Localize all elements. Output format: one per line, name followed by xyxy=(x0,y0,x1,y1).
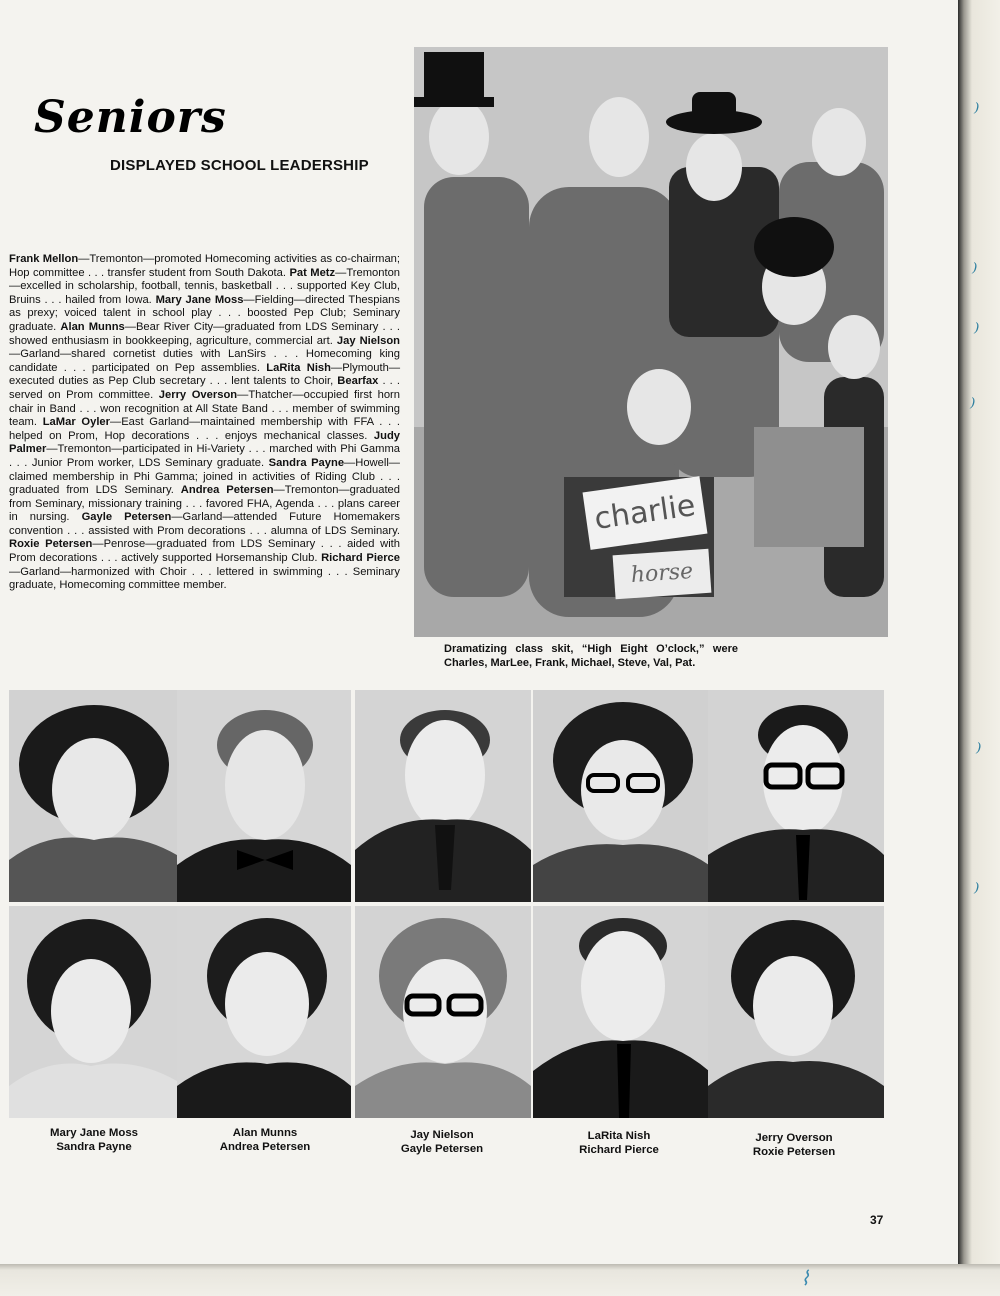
name-top: Alan Munns xyxy=(232,1127,298,1139)
bio-jerry-overson: Jerry Overson—Thatcher—occupied first horn chair in Band . . . won recognition at All State Band . . . member of swimming team. xyxy=(9,388,400,429)
skit-photo-illustration xyxy=(414,47,888,637)
portrait-richard-pierce xyxy=(533,906,709,1118)
name-bottom: Andrea Petersen xyxy=(219,1141,311,1153)
bio-lamar-oyler: LaMar Oyler—East Garland—maintained membership with FFA . . . helped on Prom, Hop decorations . . . enjoys mechanical classes. xyxy=(9,416,401,442)
portrait-jay-nielson xyxy=(355,690,531,902)
ink-mark: ⁾ xyxy=(974,880,980,905)
portrait-andrea-petersen xyxy=(177,906,351,1118)
portrait-figure xyxy=(355,906,531,1118)
bio-pat-metz: Pat Metz—Tremonton—excelled in scholarship, football, tennis, basketball . . . supported Key Club, Bruins . . . hailed from Iowa. xyxy=(9,266,401,306)
portrait-figure xyxy=(355,690,531,902)
portrait-figure xyxy=(177,690,351,902)
class-skit-photo xyxy=(414,47,888,637)
portrait-figure xyxy=(9,906,185,1118)
bio-roxie-petersen: Roxie Petersen—Penrose—graduated from LDS Seminary . . . aided with Prom decorations . . . actively supported Horsemanship Club. xyxy=(9,538,401,565)
page-number: 37 xyxy=(870,1213,884,1227)
bio-richard-pierce: Richard Pierce—Garland—harmonized with Choir . . . lettered in swimming . . . Seminary graduate, Homecoming committee member. xyxy=(9,552,400,592)
portrait-names-column-5 xyxy=(709,1131,879,1159)
ink-mark: ⁾ xyxy=(970,395,976,420)
page-bottom-edge xyxy=(0,1264,1000,1296)
ink-mark: ⁾ xyxy=(974,100,980,125)
skit-photo-caption: Dramatizing class skit, “High Eight O’clock,” were Charles, MarLee, Frank, Michael, Steve, Val, Pat. xyxy=(444,643,738,669)
ink-mark: ⁾ xyxy=(974,320,980,345)
bio-mary-jane-moss: Mary Jane Moss—Fielding—directed Thespians as prexy; voiced talent in school play . . . boosted Pep Club; Seminary graduate. xyxy=(9,293,400,333)
bio-sandra-payne: Sandra Payne—Howell—claimed membership in Phi Gamma; joined in activities of Riding Club . . . graduated from LDS Seminary. xyxy=(9,456,400,497)
name-top: Jerry Overson xyxy=(755,1132,833,1144)
page-subheading: DISPLAYED SCHOOL LEADERSHIP xyxy=(110,157,369,174)
portrait-figure xyxy=(708,906,884,1118)
bio-gayle-petersen: Gayle Petersen—Garland—attended Future Homemakers convention . . . assisted with Prom decorations . . . alumna of LDS Seminary. xyxy=(9,511,400,537)
portrait-mary-jane-moss xyxy=(9,690,185,902)
bio-larita-nish: LaRita Nish—Plymouth—executed duties as Pep Club secretary . . . lent talents to Choir, Bearfax . . . served on Prom committee. xyxy=(9,361,401,401)
name-bottom: Roxie Petersen xyxy=(752,1146,836,1158)
name-top: LaRita Nish xyxy=(587,1130,651,1142)
ink-mark: ⁾ xyxy=(976,740,982,765)
portrait-names-column-1 xyxy=(9,1126,179,1154)
name-bottom: Sandra Payne xyxy=(56,1141,132,1153)
bio-jay-nielson: Jay Nielson—Garland—shared cornetist duties with LanSirs . . . Homecoming king candidate . . . participated on Pep assemblies. xyxy=(9,334,401,374)
portrait-roxie-petersen xyxy=(708,906,884,1118)
name-bottom: Gayle Petersen xyxy=(400,1143,484,1155)
charlie-sign: charlie xyxy=(583,476,708,550)
bio-alan-munns: Alan Munns—Bear River City—graduated from LDS Seminary . . . showed enthusiasm in bookkeeping, agriculture, commercial art. xyxy=(9,320,400,347)
bio-frank-mellon: Frank Mellon—Tremonton—promoted Homecoming activities as co-chairman; Hop committee . . . transfer student from South Dakota. xyxy=(9,253,400,279)
portrait-figure xyxy=(533,906,709,1118)
ink-scrawl: ⌇ xyxy=(800,1266,810,1290)
name-top: Mary Jane Moss xyxy=(50,1127,138,1139)
portrait-sandra-payne xyxy=(9,906,185,1118)
portrait-figure xyxy=(708,690,884,902)
portrait-alan-munns xyxy=(177,690,351,902)
portrait-figure xyxy=(9,690,185,902)
bio-andrea-petersen: Andrea Petersen—Tremonton—graduated from Seminary, missionary training . . . favored FHA, Agenda . . . plans career in nursing. xyxy=(9,484,400,524)
ink-mark: ⁾ xyxy=(972,260,978,285)
name-top: Jay Nielson xyxy=(410,1129,474,1141)
portrait-names-column-2 xyxy=(180,1126,350,1154)
adjacent-page-edge xyxy=(958,0,1000,1296)
name-bottom: Richard Pierce xyxy=(579,1144,659,1156)
horse-sign: horse xyxy=(613,549,712,600)
page-heading: Seniors xyxy=(34,92,227,143)
portrait-names-column-4 xyxy=(534,1129,704,1157)
bio-judy-palmer: Judy Palmer—Tremonton—participated in Hi-Variety . . . marched with Phi Gamma . . . Junior Prom worker, LDS Seminary graduate. xyxy=(9,429,401,469)
portrait-figure xyxy=(533,690,709,902)
portrait-jerry-overson xyxy=(708,690,884,902)
portrait-larita-nish xyxy=(533,690,709,902)
portrait-gayle-petersen xyxy=(355,906,531,1118)
senior-bios xyxy=(9,253,400,593)
portrait-figure xyxy=(177,906,351,1118)
portrait-names-column-3 xyxy=(357,1128,527,1156)
